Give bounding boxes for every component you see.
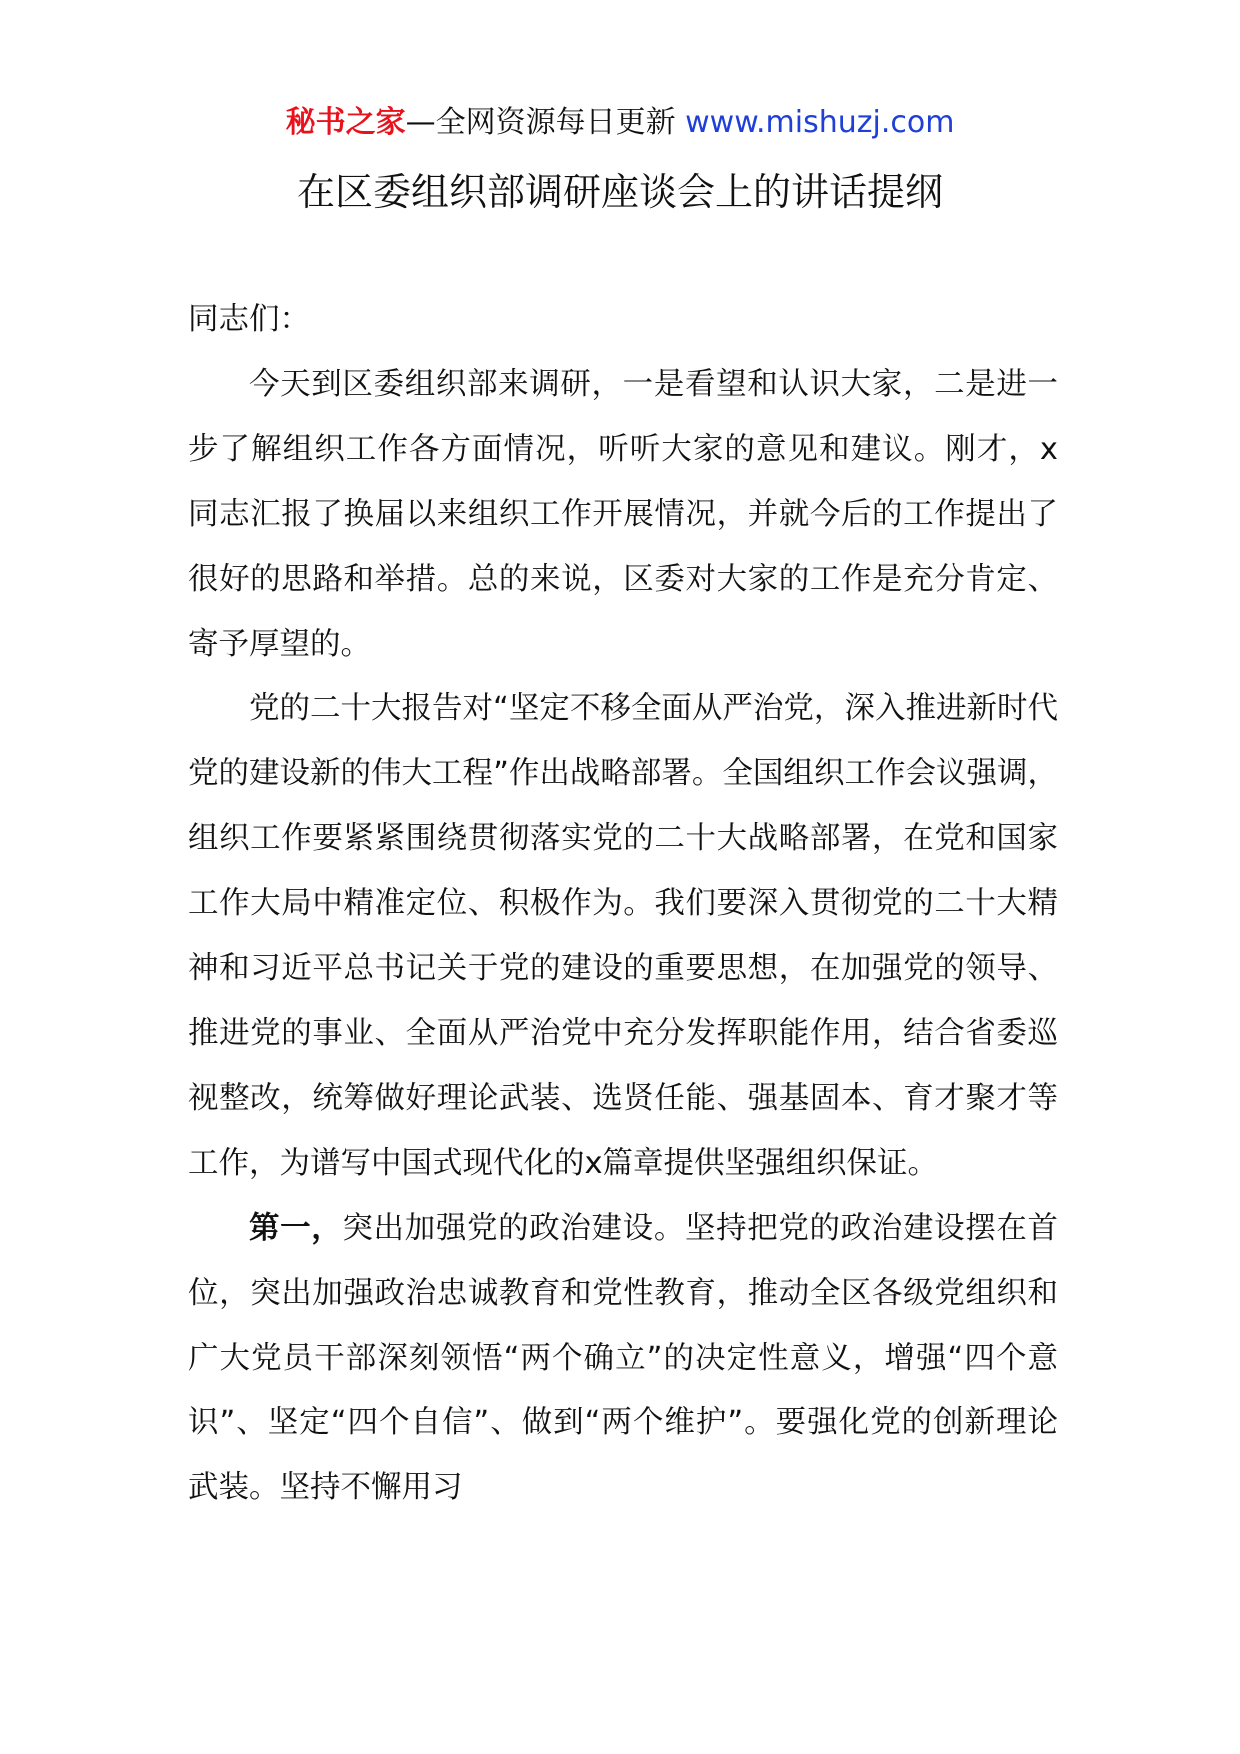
paragraph-intro: 今天到区委组织部来调研，一是看望和认识大家，二是进一步了解组织工作各方面情况，听听大家的意见和建议。刚才，x同志汇报了换届以来组织工作开展情况，并就今后的工作提出了很好的思路和举措。总的来说，区委对大家的工作是充分肯定、寄予厚望的。 xyxy=(188,366,1058,662)
section-1-lead: 第一， xyxy=(249,1210,343,1246)
site-url-link[interactable]: www.mishuzj.com xyxy=(685,105,955,140)
salutation: 同志们： xyxy=(188,302,310,337)
site-tagline: —全网资源每日更新 xyxy=(405,105,686,140)
paragraph-section-1 xyxy=(188,1197,1058,1522)
document-body xyxy=(188,288,1058,1521)
site-header xyxy=(0,100,1240,146)
site-brand: 秘书之家 xyxy=(285,105,406,140)
section-1-text: 突出加强党的政治建设。坚持把党的政治建设摆在首位，突出加强政治忠诚教育和党性教育，推动全区各级党组织和广大党员干部深刻领悟“两个确立”的决定性意义，增强“四个意识”、坚定“四个自信”、做到“两个维护”。要强化党的创新理论武装。坚持不懈用习 xyxy=(188,1210,1059,1506)
paragraph-deployment: 党的二十大报告对“坚定不移全面从严治党，深入推进新时代党的建设新的伟大工程”作出战略部署。全国组织工作会议强调，组织工作要紧紧围绕贯彻落实党的二十大战略部署，在党和国家工作大局中精准定位、积极作为。我们要深入贯彻党的二十大精神和习近平总书记关于党的建设的重要思想，在加强党的领导、推进党的事业、全面从严治党中充分发挥职能作用，结合省委巡视整改，统筹做好理论武装、选贤任能、强基固本、育才聚才等工作，为谱写中国式现代化的x篇章提供坚强组织保证。 xyxy=(188,691,1058,1181)
document-title: 在区委组织部调研座谈会上的讲话提纲 xyxy=(296,170,943,214)
